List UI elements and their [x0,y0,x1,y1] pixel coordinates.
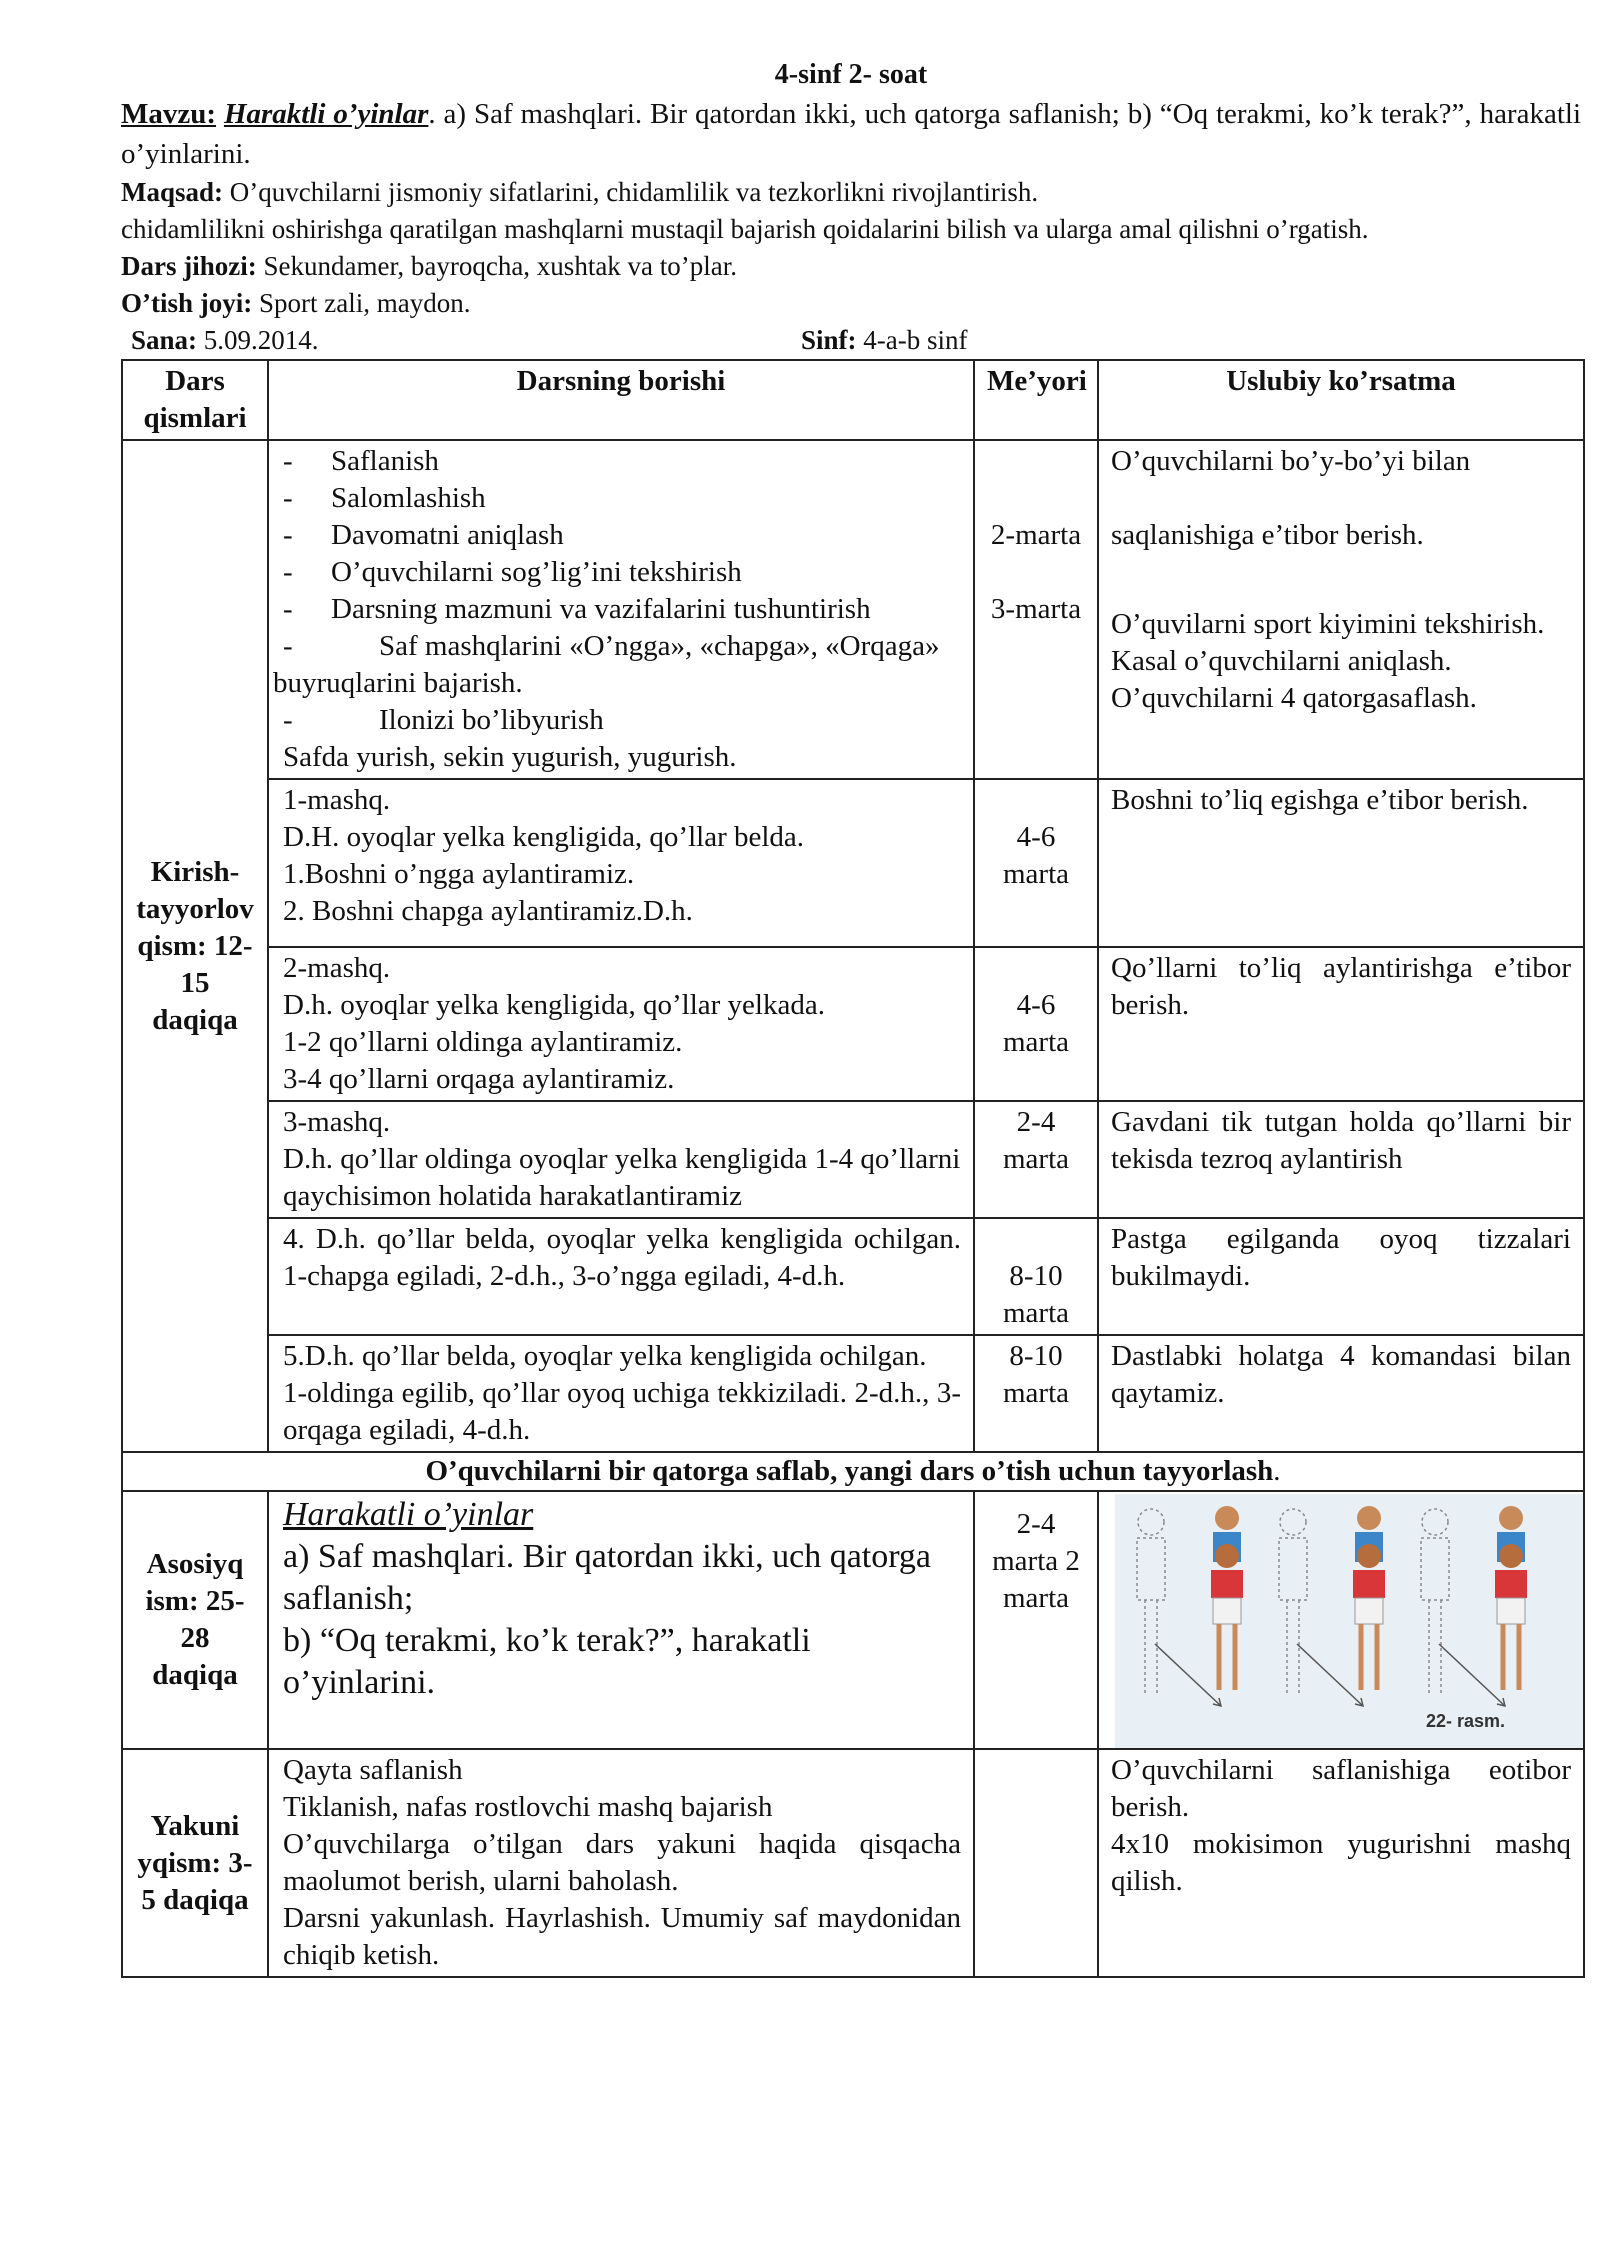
equipment-text: Sekundamer, bayroqcha, xushtak va to’plar. [256,251,738,281]
topic-line [121,94,1581,174]
table-row [122,779,1584,947]
table-row [122,1491,1584,1749]
topic-label: Mavzu: [121,98,217,130]
lesson-plan [121,58,1581,1978]
exercise-4-note: Pastga egilganda oyoq tizzalari bukilmaydi. [1098,1218,1584,1335]
final-content: Qayta saflanish Tiklanish, nafas rostlovchi mashq bajarish O’quvchilarga o’tilgan dars yakuni haqida qisqacha maolumot berish, ularni baholash. Darsni yakunlash. Hayrlashish. Umumiy saf maydonidan chiqib ketish. [268,1749,974,1977]
exercise-2: 2-mashq. D.h. oyoqlar yelka kengligida, qo’llar yelkada. 1-2 qo’llarni oldinga aylantiramiz. 3-4 qo’llarni orqaga aylantiramiz. [268,947,974,1101]
formation-figure [1098,1491,1584,1749]
table-row [122,440,1584,779]
goal-line [121,174,1581,211]
table-row [122,1335,1584,1452]
goal-continuation: chidamlilikni oshirishga qaratilgan mashqlarni mustaqil bajarish qoidalarini bilish va ularga amal qilishni o’rgatish. [121,214,1369,244]
exercise-3: 3-mashq. D.h. qo’llar oldinga oyoqlar yelka kengligida 1-4 qo’llarni qaychisimon holatida harakatlantiramiz [268,1101,974,1218]
date-class-line [121,322,1581,359]
list-item: - Salomlashish [283,482,486,514]
equipment-line [121,248,1581,285]
topic-text: . a) Saf mashqlari. Bir qatordan ikki, uch qatorga saflanish; b) “Oq terakmi, ko’k terak?”, harakatli o’yinlarini. [121,98,1582,170]
header-parts: Dars qismlari [122,360,268,440]
intro-content [268,440,974,779]
list-item: - O’quvchilarni sog’lig’ini tekshirish [283,556,742,588]
list-item: - Ilonizi bo’libyurish [283,704,604,736]
exercise-5-norm: 8-10 marta [974,1335,1098,1452]
header-norm: Me’yori [974,360,1098,440]
list-item: Safda yurish, sekin yugurish, yugurish. [283,741,737,773]
exercise-4: 4. D.h. qo’llar belda, oyoqlar yelka kengligida ochilgan. 1-chapga egiladi, 2-d.h., 3-o’ngga egiladi, 4-d.h. [268,1218,974,1335]
divider-text: O’quvchilarni bir qatorga saflab, yangi dars o’tish uchun tayyorlash. [122,1452,1584,1491]
table-header-row [122,360,1584,440]
main-content: Harakatli o’yinlar a) Saf mashqlari. Bir qatordan ikki, uch qatorga saflanish; b) “Oq terakmi, ko’k terak?”, harakatli o’yinlarini. [268,1491,974,1749]
exercise-1-note: Boshni to’liq egishga e’tibor berish. [1098,779,1584,947]
lesson-table [121,359,1585,1978]
list-item: - Saflanish [283,445,439,477]
date-label: Sana: [131,325,198,355]
exercise-5: 5.D.h. qo’llar belda, oyoqlar yelka kengligida ochilgan. 1-oldinga egilib, qo’llar oyoq uchiga tekkiziladi. 2-d.h., 3-orqaga egiladi, 4-d.h. [268,1335,974,1452]
divider-row [122,1452,1584,1491]
table-row [122,1101,1584,1218]
main-part-label: Asosiyq ism: 25-28 daqiqa [122,1491,268,1749]
intro-norm: 2-marta 3-marta [974,440,1098,779]
exercise-3-note: Gavdani tik tutgan holda qo’llarni bir tekisda tezroq aylantirish [1098,1101,1584,1218]
date-value: 5.09.2014. [197,325,319,355]
location-text: Sport zali, maydon. [252,288,471,318]
date-field [121,322,801,359]
intro-notes: O’quvchilarni bo’y-bo’yi bilan saqlanishiga e’tibor berish. O’quvilarni sport kiyimini tekshirish. Kasal o’quvchilarni aniqlash. O’quvchilarni 4 qatorgasaflash. [1098,440,1584,779]
final-notes: O’quvchilarni saflanishiga eotibor berish. 4x10 mokisimon yugurishni mashq qilish. [1098,1749,1584,1977]
list-item: - Davomatni aniqlash [283,519,564,551]
exercise-5-note: Dastlabki holatga 4 komandasi bilan qaytamiz. [1098,1335,1584,1452]
class-field [801,322,968,359]
exercise-3-norm: 2-4 marta [974,1101,1098,1218]
goal-label: Maqsad: [121,177,224,207]
table-row [122,1218,1584,1335]
topic-title: Haraktli o’yinlar [223,98,429,130]
class-label: Sinf: [801,325,857,355]
final-norm [974,1749,1098,1977]
header-notes: Uslubiy ko’rsatma [1098,360,1584,440]
location-line [121,285,1581,322]
figure-image [1115,1494,1583,1748]
intro-part-label: Kirish-tayyorlov qism: 12-15 daqiqa [122,440,268,1452]
table-row [122,1749,1584,1977]
exercise-1-norm: 4-6 marta [974,779,1098,947]
location-label: O’tish joyi: [121,288,253,318]
children-formation-illustration [1115,1494,1583,1748]
final-part-label: Yakuni yqism: 3-5 daqiqa [122,1749,268,1977]
list-item: - Saf mashqlarini «O’ngga», «chapga», «Orqaga» buyruqlarini bajarish. [273,630,940,699]
page-title: 4-sinf 2- soat [774,59,928,90]
equipment-label: Dars jihozi: [121,251,257,281]
exercise-1: 1-mashq. D.H. oyoqlar yelka kengligida, qo’llar belda. 1.Boshni o’ngga aylantiramiz. 2. Boshni chapga aylantiramiz.D.h. [268,779,974,947]
exercise-4-norm: 8-10 marta [974,1218,1098,1335]
list-item: - Darsning mazmuni va vazifalarini tushuntirish [283,593,871,625]
figure-caption: 22- rasm. [1425,1711,1505,1731]
exercise-2-norm: 4-6 marta [974,947,1098,1101]
table-row [122,947,1584,1101]
class-value: 4-a-b sinf [856,325,968,355]
exercise-2-note: Qo’llarni to’liq aylantirishga e’tibor berish. [1098,947,1584,1101]
header-course: Darsning borishi [268,360,974,440]
main-norm: 2-4 marta 2 marta [974,1491,1098,1749]
goal-text: O’quvchilarni jismoniy sifatlarini, chidamlilik va tezkorlikni rivojlantirish. [223,177,1039,207]
